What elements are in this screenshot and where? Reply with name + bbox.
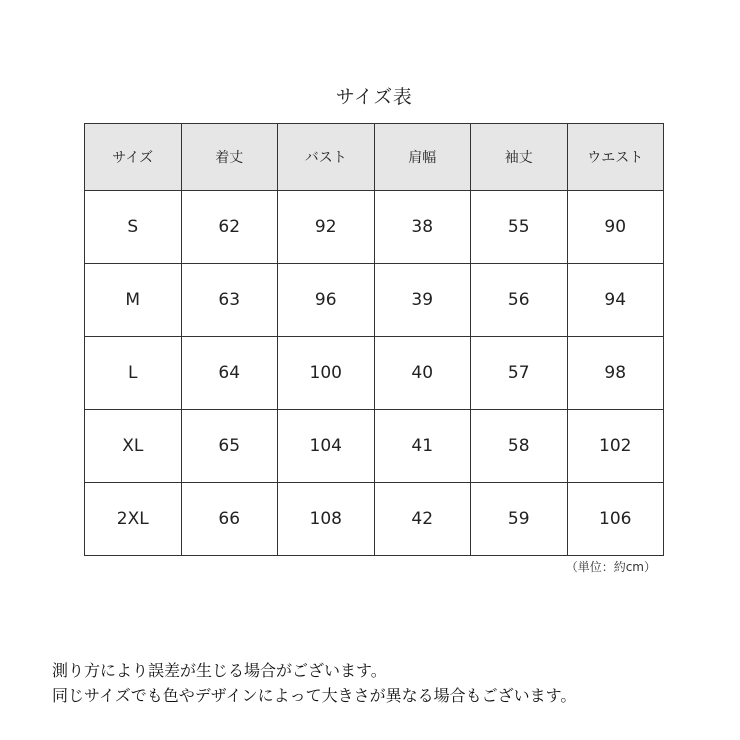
- table-cell: 55: [471, 191, 568, 264]
- header-length: 着丈: [181, 124, 278, 191]
- table-cell: M: [85, 264, 182, 337]
- table-cell: 2XL: [85, 483, 182, 556]
- header-waist: ウエスト: [567, 124, 664, 191]
- table-cell: 92: [278, 191, 375, 264]
- unit-note: （単位：約cm）: [565, 560, 656, 574]
- size-table: [84, 123, 664, 556]
- header-bust: バスト: [278, 124, 375, 191]
- table-cell: S: [85, 191, 182, 264]
- table-cell: L: [85, 337, 182, 410]
- page-title: サイズ表: [335, 86, 413, 108]
- table-cell: 106: [567, 483, 664, 556]
- table-cell: 42: [374, 483, 471, 556]
- table-cell: 62: [181, 191, 278, 264]
- table-cell: 90: [567, 191, 664, 264]
- table-cell: XL: [85, 410, 182, 483]
- header-size: サイズ: [85, 124, 182, 191]
- note-line: 測り方により誤差が生じる場合がございます。: [52, 661, 387, 680]
- table-cell: 57: [471, 337, 568, 410]
- table-cell: 38: [374, 191, 471, 264]
- note-line: 同じサイズでも色やデザインによって大きさが異なる場合もございます。: [52, 686, 577, 705]
- table-cell: 41: [374, 410, 471, 483]
- table-cell: 104: [278, 410, 375, 483]
- table-cell: 59: [471, 483, 568, 556]
- table-cell: 66: [181, 483, 278, 556]
- header-sleeve: 袖丈: [471, 124, 568, 191]
- header-shoulder: 肩幅: [374, 124, 471, 191]
- table-cell: 65: [181, 410, 278, 483]
- table-row: [85, 191, 664, 264]
- table-cell: 96: [278, 264, 375, 337]
- table-cell: 108: [278, 483, 375, 556]
- table-cell: 56: [471, 264, 568, 337]
- table-header-row: [85, 124, 664, 191]
- notes: [52, 658, 576, 708]
- table-cell: 63: [181, 264, 278, 337]
- table-cell: 100: [278, 337, 375, 410]
- table-row: [85, 483, 664, 556]
- table-cell: 98: [567, 337, 664, 410]
- table-row: [85, 264, 664, 337]
- table-row: [85, 337, 664, 410]
- table-cell: 102: [567, 410, 664, 483]
- table-row: [85, 410, 664, 483]
- table-cell: 40: [374, 337, 471, 410]
- table-cell: 64: [181, 337, 278, 410]
- table-cell: 58: [471, 410, 568, 483]
- table-cell: 94: [567, 264, 664, 337]
- table-cell: 39: [374, 264, 471, 337]
